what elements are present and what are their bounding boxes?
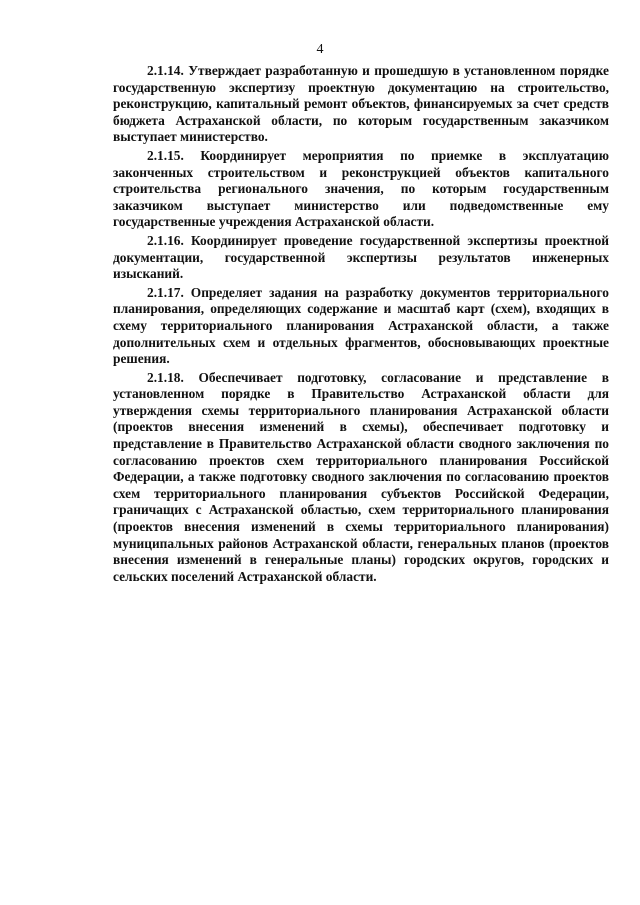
paragraph-2-1-15: 2.1.15. Координирует мероприятия по приемке в эксплуатацию законченных строительством и реконструкцией объектов капитального строительства регионального значения, по которым государственным заказчиком выступает министерство или подведомственные ему государственные учреждения Астраханской области. (113, 147, 609, 230)
paragraph-2-1-16: 2.1.16. Координирует проведение государственной экспертизы проектной документации, государственной экспертизы результатов инженерных изысканий. (113, 232, 609, 282)
page-number: 4 (316, 42, 324, 57)
paragraph-2-1-18: 2.1.18. Обеспечивает подготовку, согласование и представление в установленном порядке в Правительство Астраханской области для утверждения схемы территориального планирования Астраханской области (проектов внесения изменений в схемы), обеспечивает подготовку и представление в Правительство Астраханской области сводного заключения по согласованию проектов схем территориального планирования Российской Федерации, а также подготовку сводного заключения по согласованию проектов схем территориального планирования субъектов Российской Федерации, граничащих с Астраханской областью, схем территориального планирования (проектов внесения изменений в схемы территориального планирования) муниципальных районов Астраханской области, генеральных планов (проектов внесения изменений в генеральные планы) городских округов, городских и сельских поселений Астраханской области. (113, 369, 609, 584)
paragraph-2-1-17: 2.1.17. Определяет задания на разработку документов территориального планирования, определяющих содержание и масштаб карт (схем), входящих в схему территориального планирования Астраханской области, а также дополнительных схем и отдельных фрагментов, обосновывающих проектные решения. (113, 284, 609, 367)
document-body (113, 63, 609, 587)
paragraph-2-1-14: 2.1.14. Утверждает разработанную и прошедшую в установленном порядке государственную экспертизу проектную документацию на строительство, реконструкцию, капитальный ремонт объектов, финансируемых за счет средств бюджета Астраханской области, по которым государственным заказчиком выступает министерство. (113, 63, 609, 145)
